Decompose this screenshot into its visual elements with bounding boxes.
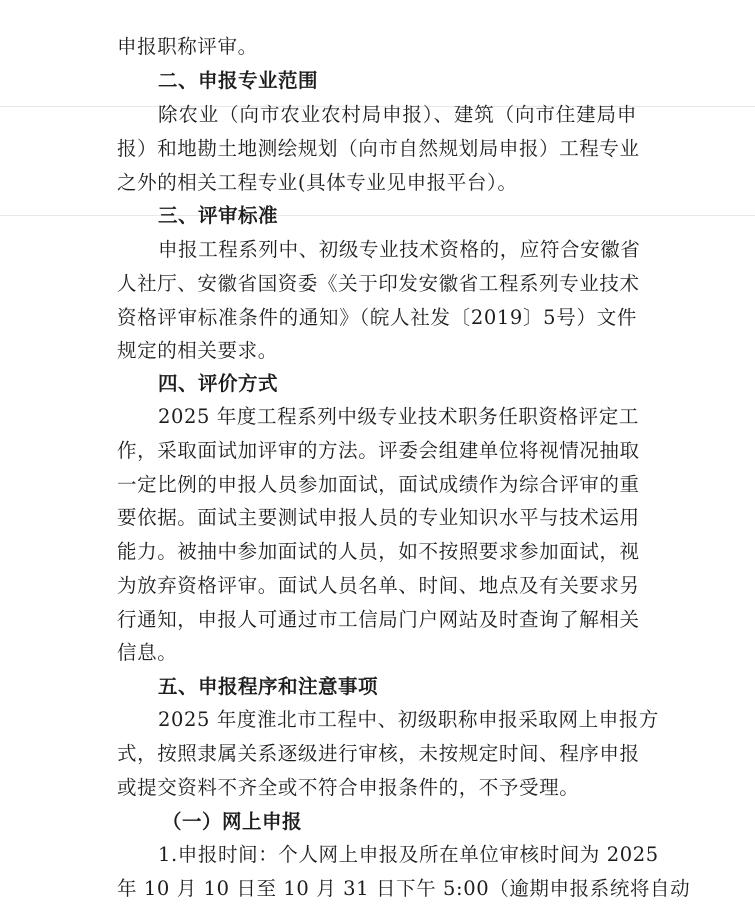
paragraph-line: 2025 年度淮北市工程中、初级职称申报采取网上申报方 [158, 708, 660, 731]
paragraph-line: 式，按照隶属关系逐级进行审核，未按规定时间、程序申报 [117, 742, 640, 765]
section-heading: 四、评价方式 [158, 372, 279, 395]
section-heading: 二、申报专业范围 [158, 69, 319, 92]
paragraph-line: 或提交资料不齐全或不符合申报条件的，不予受理。 [117, 776, 580, 799]
section-heading: 五、申报程序和注意事项 [158, 675, 379, 698]
paragraph-line: 报）和地勘土地测绘规划（向市自然规划局申报）工程专业 [117, 137, 640, 160]
scan-artifact-line [0, 215, 755, 216]
section-heading: 三、评审标准 [158, 204, 279, 227]
subsection-heading: （一）网上申报 [162, 810, 303, 833]
paragraph-line: 作，采取面试加评审的方法。评委会组建单位将视情况抽取 [117, 439, 640, 462]
paragraph-line: 要依据。面试主要测试申报人员的专业知识水平与技术运用 [117, 506, 640, 529]
paragraph-line: 规定的相关要求。 [117, 339, 278, 362]
paragraph-line: 信息。 [117, 641, 178, 664]
paragraph-line: 行通知，申报人可通过市工信局门户网站及时查询了解相关 [117, 608, 640, 631]
paragraph-line: 1.申报时间：个人网上申报及所在单位审核时间为 2025 [158, 843, 659, 866]
paragraph-line: 人社厅、安徽省国资委《关于印发安徽省工程系列专业技术 [117, 272, 640, 295]
paragraph-line: 之外的相关工程专业(具体专业见申报平台）。 [117, 171, 518, 194]
paragraph-line: 2025 年度工程系列中级专业技术职务任职资格评定工 [158, 405, 639, 428]
paragraph-line: 一定比例的申报人员参加面试，面试成绩作为综合评审的重 [117, 473, 640, 496]
paragraph-line: 申报职称评审。 [117, 35, 258, 58]
paragraph-line: 申报工程系列中、初级专业技术资格的，应符合安徽省 [158, 238, 641, 261]
paragraph-line: 年 10 月 10 日至 10 月 31 日下午 5:00（逾期申报系统将自动 [117, 877, 691, 900]
paragraph-line: 资格评审标准条件的通知》（皖人社发〔2019〕5号）文件 [117, 306, 637, 329]
paragraph-line: 为放弃资格评审。面试人员名单、时间、地点及有关要求另 [117, 574, 640, 597]
paragraph-line: 能力。被抽中参加面试的人员，如不按照要求参加面试，视 [117, 540, 640, 563]
paragraph-line: 除农业（向市农业农村局申报）、建筑（向市住建局申 [158, 103, 637, 126]
